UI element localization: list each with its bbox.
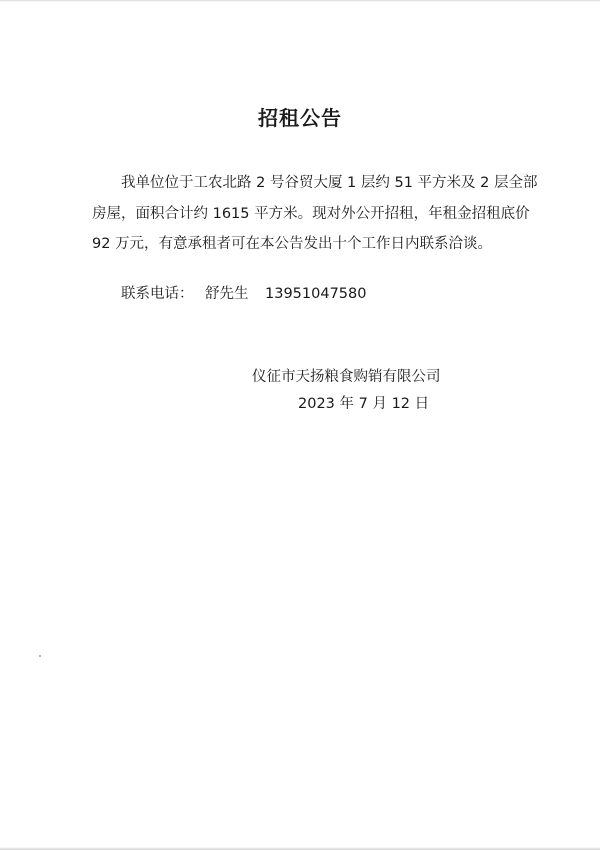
signature-date: 2023 年 7 月 12 日: [298, 396, 430, 412]
contact-phone: 13951047580: [265, 286, 367, 302]
notice-body: [92, 168, 538, 260]
notice-title: 招租公告: [258, 106, 342, 130]
scan-edge-top: [0, 0, 600, 2]
body-line-3: 92 万元，有意承租者可在本公告发出十个工作日内联系洽谈。: [92, 236, 493, 252]
body-line-2: 房屋，面积合计约 1615 平方米。现对外公开招租，年租金招租底价: [92, 205, 530, 222]
scan-speck: [39, 655, 41, 657]
contact-name: 舒先生: [205, 286, 249, 302]
contact-line: [121, 280, 366, 308]
contact-label: 联系电话：: [121, 286, 194, 302]
signature-company: 仪征市天扬粮食购销有限公司: [252, 369, 441, 385]
body-line-1: 我单位位于工农北路 2 号谷贸大厦 1 层约 51 平方米及 2 层全部: [121, 175, 538, 191]
